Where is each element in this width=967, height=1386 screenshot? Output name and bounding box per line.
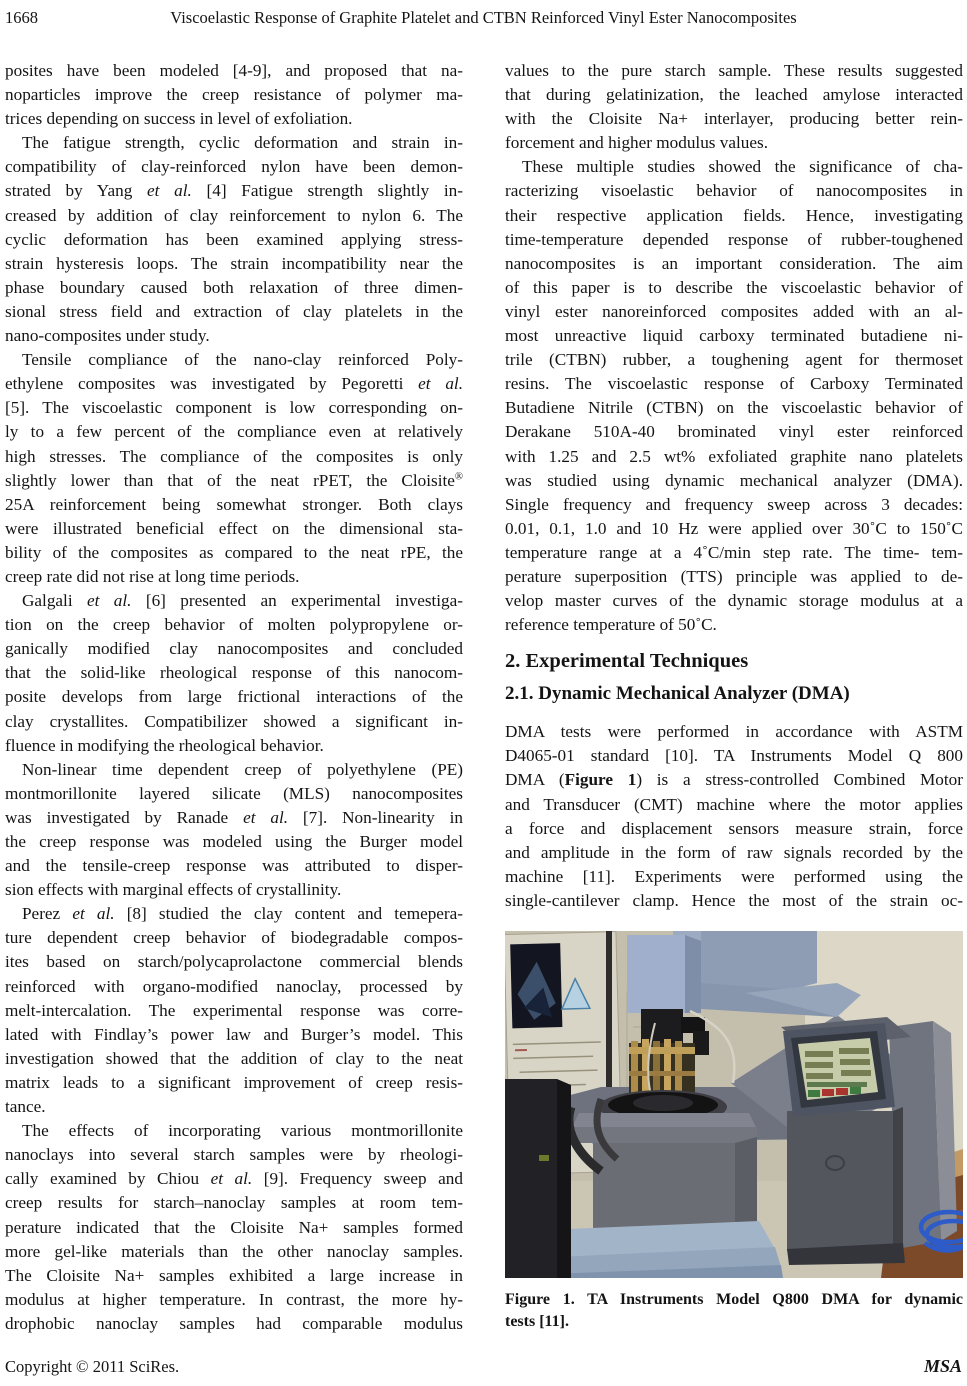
text-line: Butadiene Nitrile (CTBN) on the viscoelastic behavior of [505,398,963,418]
paragraph [5,902,463,1119]
text-line: trices depending on success in level of exfoliation. [5,109,353,129]
text-line: slightly lower than that of the neat rPET, the Cloisite® [5,470,463,490]
text-line: compatibility of clay-reinforced nylon have been demon- [5,157,463,177]
caption-line: Figure 1. TA Instruments Model Q800 DMA for dynamic [505,1291,963,1308]
subsection-heading: 2.1. Dynamic Mechanical Analyzer (DMA) [505,683,850,705]
text-line: temperature range at a 4˚C/min step rate. The time- tem- [505,542,963,562]
text-line: The fatigue strength, cyclic deformation and strain in- [22,133,463,153]
page-footer [5,1356,962,1377]
text-line: posites have been modeled [4-9], and proposed that na- [5,61,463,80]
text-line: The Cloisite Na+ samples exhibited a large increase in [5,1265,463,1285]
text-line: clay crystallites. Compatibilizer showed a significant in- [5,711,463,731]
text-line: posite develops from large frictional interactions of the [5,687,463,707]
text-line: DMA tests were performed in accordance with ASTM [505,722,963,742]
text-line: fluence in modifying the rheological behavior. [5,735,324,755]
text-line: was investigated by Ranade et al. [7]. Non-linearity in [5,807,463,827]
text-line: cyclic deformation has been examined applying stress- [5,229,463,249]
text-line: lated with Findlay’s power law and Burger’s model. This [5,1024,463,1044]
paragraph [5,131,463,348]
text-line: creep results for starch–nanoclay samples at room tem- [5,1193,463,1213]
paragraph [5,59,463,131]
text-line: trile (CTBN) rubber, a toughening agent for thermoset [505,350,963,370]
text-line: ethylene composites was investigated by Pegoretti et al. [5,374,463,394]
text-line: ture dependent creep behavior of biodegradable compos- [5,928,463,948]
text-line: bility of the composites as compared to the neat rPE, the [5,542,463,562]
left-equipment [505,1079,571,1278]
text-line: were illustrated beneficial effect on the dimensional sta- [5,518,463,538]
text-line: and Transducer (CMT) machine where the motor applies [505,794,963,814]
text-line: values to the pure starch sample. These results suggested [505,61,963,80]
text-line: These multiple studies showed the significance of cha- [522,157,963,177]
text-line: Tensile compliance of the nano-clay reinforced Poly- [22,350,463,370]
text-line: Non-linear time dependent creep of polyethylene (PE) [22,759,463,779]
text-line: Perez et al. [8] studied the clay content and temepera- [22,904,463,924]
text-line: reinforced with organo-modified nanoclay, processed by [5,976,463,996]
text-line: was studied using dynamic mechanical analyzer (DMA). [505,470,963,490]
text-line: Derakane 510A-40 brominated vinyl ester reinforced [505,422,963,442]
text-line: nanoclays into several starch samples were by rheologi- [5,1145,463,1165]
paragraph [505,155,963,637]
text-line: high stresses. The compliance of the composites is only [5,446,463,466]
text-line: ganically modified clay nanocomposites and concluded [5,639,463,659]
section-heading: 2. Experimental Techniques [505,650,749,673]
text-line: perature indicated that the Cloisite Na+ samples formed [5,1217,463,1237]
text-line: noparticles improve the creep resistance of polymer ma- [5,85,463,105]
text-line: drophobic nanoclay samples had comparable modulus [5,1313,463,1333]
paragraph [5,589,463,758]
page-header [0,8,967,30]
text-line: racterizing visoelastic behavior of nanocomposites in [505,181,963,201]
text-line: investigation showed that the addition of clay to the neat [5,1048,463,1068]
paragraph [5,1119,463,1336]
text-line: phase boundary caused both relaxation of three dimen- [5,277,463,297]
text-line: tion on the creep behavior of molten polypropylene or- [5,615,463,635]
text-line: resins. The viscoelastic response of Carboxy Terminated [505,374,963,394]
text-line: with 1.25 and 2.5 wt% exfoliated graphite nano platelets [505,446,963,466]
text-line: forcement and higher modulus values. [505,133,768,153]
paragraph [5,758,463,903]
text-line: their respective application fields. Hence, investigating [505,205,963,225]
paragraph [505,59,963,155]
text-line: and amplitude in the form of raw signals recorded by the [505,842,963,862]
text-line: creep rate did not rise at long time periods. [5,566,300,586]
two-column-body [0,59,967,1336]
text-line: The effects of incorporating various montmorillonite [22,1121,463,1141]
text-line: perature superposition (TTS) principle was applied to de- [505,566,963,586]
paragraph [505,720,963,913]
journal-abbrev: MSA [923,1356,962,1376]
text-line: ites based on starch/polycaprolactone commercial blends [5,952,463,972]
text-line: most unreactive liquid carboxy terminated butadiene ni- [505,326,963,346]
text-line: the creep response was modeled using the Burger model [5,832,463,851]
column-left [5,59,463,1336]
page-number: 1668 [5,8,38,27]
text-line: of this paper is to describe the viscoelastic behavior of [505,277,963,297]
text-line: 25A reinforcement being somewhat stronger. Both clays [5,494,463,514]
text-line: cally examined by Chiou et al. [9]. Frequency sweep and [5,1169,463,1189]
column-right-text [505,59,963,913]
text-line: nano-composites under study. [5,326,210,346]
paragraph [5,348,463,589]
text-line: montmorillonite layered silicate (MLS) nanocomposites [5,783,463,803]
text-line: sion effects with marginal effects of crystallinity. [5,880,342,900]
text-line: tance. [5,1097,46,1117]
text-line: sional stress field and extraction of clay platelets in the [5,301,463,321]
figure-1 [505,931,963,1332]
text-line: more gel-like materials than the other nanoclay samples. [5,1241,463,1261]
text-line: machine [11]. Experiments were performed using the [505,866,963,886]
text-line: DMA (Figure 1) is a stress-controlled Combined Motor [505,770,963,790]
text-line: with the Cloisite Na+ interlayer, producing better rein- [505,109,963,129]
text-line: Single frequency and frequency sweep across 3 decades: [505,494,963,514]
text-line: and the tensile-creep response was attributed to disper- [5,856,463,876]
caption-line: tests [11]. [505,1312,569,1330]
dma-instrument-photo [505,931,963,1278]
machine-base [549,1221,783,1278]
text-line: Galgali et al. [6] presented an experimental investiga- [22,591,463,611]
copyright-text: Copyright © 2011 SciRes. [5,1357,180,1376]
text-line: that the solid-like rheological response of this nanocom- [5,663,463,683]
text-line: single-cantilever clamp. Hence the most of the strain oc- [505,890,963,910]
text-line: vinyl ester nanoreinforced composites added with an al- [505,301,963,321]
text-line: creased by addition of clay reinforcement to nylon 6. The [5,205,463,225]
text-line: strain hysteresis loops. The strain incompatibility near the [5,253,463,273]
text-line: strated by Yang et al. [4] Fatigue strength slightly in- [5,181,463,201]
column-right [505,59,963,1336]
text-line: velop master curves of the dynamic storage modulus at a [505,591,963,611]
figure-1-caption [505,1289,963,1332]
text-line: reference temperature of 50˚C. [505,615,717,635]
text-line: that during gelatinization, the leached amylose interacted [505,85,963,105]
text-line: ly to a few percent of the compliance even at relatively [5,422,463,442]
text-line: 0.01, 0.1, 1.0 and 10 Hz were applied over 30˚C to 150˚C [505,518,963,538]
text-line: nanocomposites is an important consideration. The aim [505,253,963,273]
text-line: modulus at higher temperature. In contrast, the more hy- [5,1289,463,1309]
text-line: time-temperature depended response of rubber-toughened [505,229,963,249]
text-line: [5]. The viscoelastic component is low corresponding on- [5,398,463,418]
running-title: Viscoelastic Response of Graphite Platelet and CTBN Reinforced Vinyl Ester Nanocomposites [170,8,797,27]
text-line: matrix leads to a significant improvement of creep resis- [5,1072,463,1092]
text-line: melt-intercalation. The experimental response was corre- [5,1000,463,1020]
text-line: D4065-01 standard [10]. TA Instruments Model Q 800 [505,746,963,766]
text-line: a force and displacement sensors measure strain, force [505,818,963,838]
